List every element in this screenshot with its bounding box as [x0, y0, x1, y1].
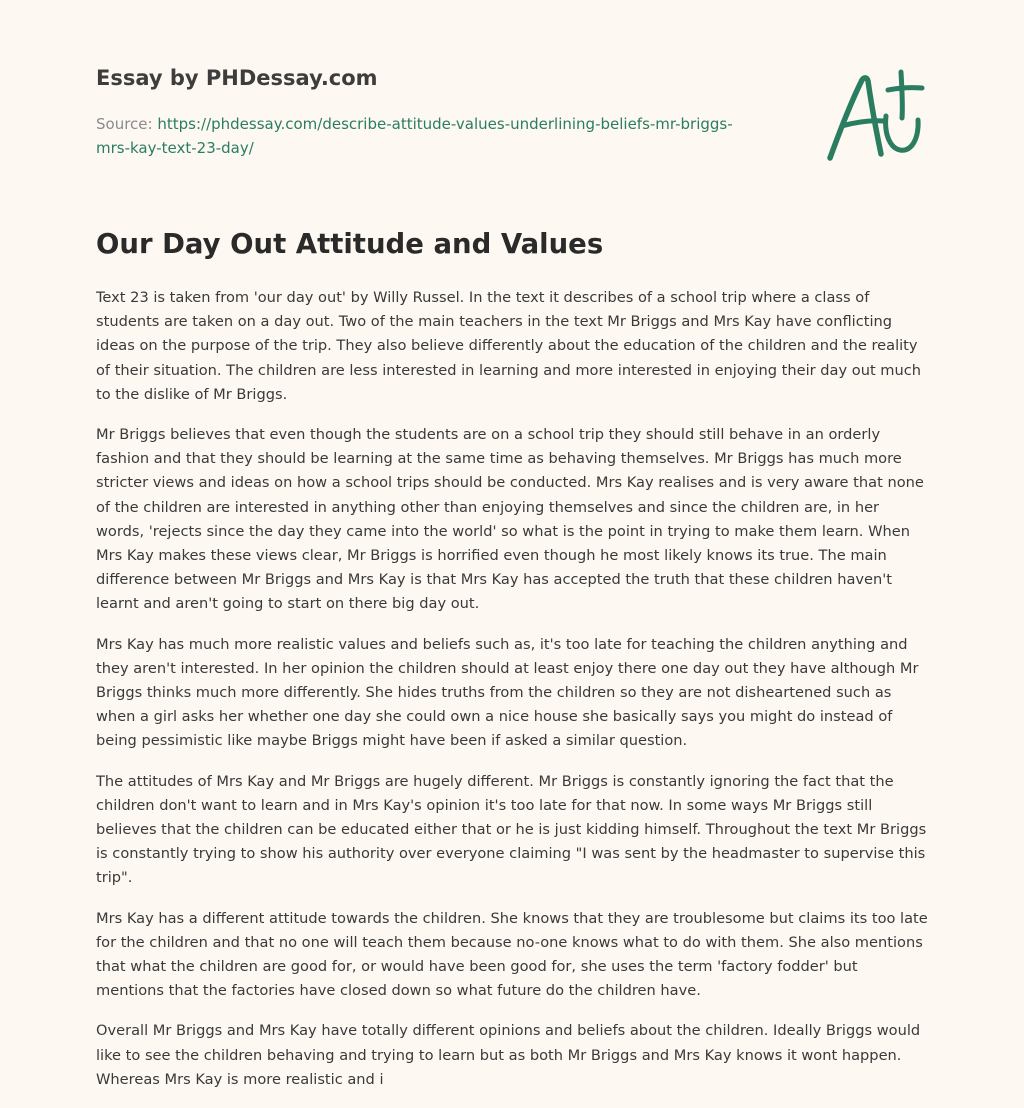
- essay-paragraph-5: Mrs Kay has a different attitude towards the children. She knows that they are troublesome but claims its too late for the children and that no one will teach them because no-one knows what to do with them. She also mentions that what the children are good for, or would have been good for, she uses the term 'factory fodder' but mentions that the factories have closed down so what future do the children have.: [96, 909, 928, 1000]
- essay-paragraph-6: Overall Mr Briggs and Mrs Kay have totally different opinions and beliefs about the children. Ideally Briggs would like to see the children behaving and trying to learn but as both Mr Briggs and Mrs Kay knows it wont happen. Whereas Mrs Kay is more realistic and i: [96, 1022, 921, 1088]
- source-label: Source:: [96, 115, 153, 133]
- essay-content: [96, 222, 928, 1108]
- source-link[interactable]: https://phdessay.com/describe-attitude-values-underlining-beliefs-mr-briggs-mrs-kay-text-23-day/: [96, 115, 733, 157]
- site-header: [96, 62, 796, 160]
- essay-title: Our Day Out Attitude and Values: [96, 228, 604, 260]
- essay-paragraph-4: The attitudes of Mrs Kay and Mr Briggs are hugely different. Mr Briggs is constantly ignoring the fact that the children don't want to learn and in Mrs Kay's opinion it's too late for that now. In some ways Mr Briggs still believes that the children can be educated either that or he is just kidding himself. Throughout the text Mr Briggs is constantly trying to show his authority over everyone claiming "I was sent by the headmaster to supervise this trip".: [96, 772, 927, 887]
- essay-paragraph-3: Mrs Kay has much more realistic values and beliefs such as, it's too late for teaching the children anything and they aren't interested. In her opinion the children should at least enjoy there one day out they have although Mr Briggs thinks much more differently. She hides truths from the children so they are not disheartened such as when a girl asks her whether one day she could own a nice house she basically says you might do instead of being pessimistic like maybe Briggs might have been if asked a similar question.: [96, 635, 919, 750]
- essay-paragraph-2: Mr Briggs believes that even though the students are on a school trip they should still behave in an orderly fashion and that they should be learning at the same time as behaving themselves. Mr Briggs has much more stricter views and ideas on how a school trips should be conducted. Mrs Kay realises and is very aware that none of the children are interested in anything other than enjoying themselves and since the children are, in her words, 'rejects since the day they came into the world' so what is the point in trying to make them learn. When Mrs Kay makes these views clear, Mr Briggs is horrified even though he most likely knows its true. The main difference between Mr Briggs and Mrs Kay is that Mrs Kay has accepted the truth that these children haven't learnt and aren't going to start on there big day out.: [96, 426, 924, 613]
- a-plus-logo-icon: [818, 66, 928, 166]
- source-line: [96, 112, 756, 160]
- site-name: Essay by PHDessay.com: [96, 66, 378, 90]
- essay-paragraph-1: Text 23 is taken from 'our day out' by Willy Russel. In the text it describes of a school trip where a class of students are taken on a day out. Two of the main teachers in the text Mr Briggs and Mrs Kay have conflicting ideas on the purpose of the trip. They also believe differently about the education of the children and the reality of their situation. The children are less interested in learning and more interested in enjoying their day out much to the dislike of Mr Briggs.: [96, 289, 922, 403]
